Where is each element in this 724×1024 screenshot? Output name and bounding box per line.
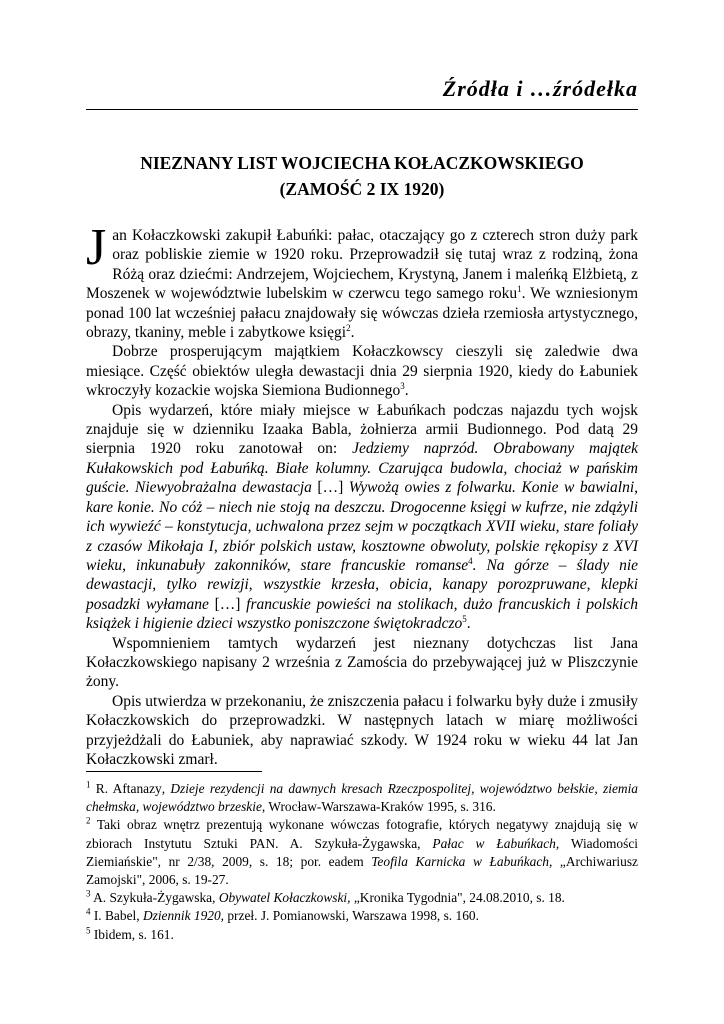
footnote-text: „Kronika Tygodnia", 24.08.2010, s. 18. [350,890,565,906]
footnote-ref-2[interactable]: 2 [346,322,351,333]
footnote-text: R. Aftanazy [90,781,162,796]
footnote-rule [86,771,262,772]
footnote-text: Ibidem, s. 161. [90,926,174,942]
article-body [86,219,639,769]
quote-part-d: francuskie powieści na stolikach, dużo francuskich i polskich książek i higienie dzieci wszystko poniszczone świętokradczo [86,595,638,633]
footnote-title: Pałac w Łabuńkach, [432,835,560,851]
footnote-title: Dziennik 1920, [142,908,225,924]
footnote-ref-3[interactable]: 3 [400,381,405,392]
ellipsis-b: […] [208,595,247,613]
p1-text-a: an Kołaczkowski zakupił Łabuńki: pałac, otaczający go z czterech stron duży park oraz pobliskie ziemie w 1920 roku. Przeprowadził się tutaj wraz z rodziną, żona Różą oraz dziećmi: Andrzejem, Wojciechem, Krystyną, Janem i maleńką Elżbietą, z Moszenek w województwie lubelskim w czerwcu tego samego roku [86,227,638,303]
running-head: Źródła i …źródełka [442,76,638,101]
paragraph-2 [86,342,638,400]
p2-text-b: . [404,382,409,400]
footnote-text: , [161,781,171,796]
footnote-title: Teofila Karnicka w Łabuńkach, [371,853,553,869]
footnote-5 [86,926,638,944]
header-rule [86,109,638,110]
drop-cap: J [86,219,107,276]
quote-part-c: . Na górze – ślady nie dewastacji, tylko rewizji, wszystkie krzesła, obicia, kanapy porozpruwane, klepki posadzki wyłamane [86,556,638,613]
footnote-number: 1 [86,779,91,790]
title-line-2: (ZAMOŚĆ 2 IX 1920) [279,179,445,199]
article-title [86,150,638,202]
quote-part-a: Jedziemy naprzód. Obrabowany majątek Kułakowskich pod Łabuńką. Białe kolumny. Czarująca budowla, chociaż w pańskim guście. Niewyobrażalna dewastacja [86,440,639,497]
ellipsis-a: […] [311,479,349,497]
paragraph-4: Wspomnieniem tamtych wydarzeń jest nieznany dotychczas list Jana Kołaczkowskiego napisany 2 września z Zamościa do przebywającej już w Pliszczynie żony. [86,634,638,691]
footnote-text: przeł. J. Pomianowski, Warszawa 1998, s. 160. [224,908,479,924]
paragraph-5: Opis utwierdza w przekonaniu, że zniszczenia pałacu i folwarku były duże i zmusiły Kołaczkowskich do przeprowadzki. W następnych latach w miarę możliwości przyjeżdżali do Łabuniek, aby naprawiać szkody. W 1924 roku w wieku 44 lat Jan Kołaczkowski zmarł. [86,692,638,768]
footnote-ref-5[interactable]: 5 [462,613,467,624]
footnote-1 [86,780,638,816]
footnote-3 [86,889,638,907]
footnote-text: , Wrocław-Warszawa-Kraków 1995, s. 316. [261,799,496,815]
p2-text-a: Dobrze prosperującym majątkiem Kołaczkowscy cieszyli się zaledwie dwa miesiące. Część obiektów uległa dewastacji dnia 29 sierpnia 1920, kiedy do Łabuniek wkroczyły kozackie wojska Siemiona Budionnego [86,343,638,400]
footnote-text: „Archiwariusz Zamojski", 2006, s. 19-27. [86,853,638,888]
paragraph-3 [86,401,638,634]
footnote-2 [86,816,638,889]
p1-text-c: . [350,324,355,342]
footnotes [86,780,638,944]
footnote-number: 5 [86,925,91,936]
p1-text-b: . We wzniesionym ponad 100 lat wcześniej pałacu znajdowały się wówczas dzieła rzemiosła artystycznego, obrazy, tkaniny, meble i zabytkowe księgi [86,285,638,342]
footnote-text: Wiadomości Ziemiańskie", nr 2/38, 2009, s. 18; por. eadem [86,835,639,869]
footnote-title: Dzieje rezydencji na dawnych kresach Rzeczpospolitej, województwo bełskie, ziemia chełmska, województwo brzeskie [86,781,638,815]
title-line-1: NIEZNANY LIST WOJCIECHA KOŁACZKOWSKIEGO [140,153,584,173]
p3-text-b: . [466,615,471,633]
footnote-text: I. Babel, [90,908,143,924]
footnote-number: 2 [86,815,91,826]
footnote-ref-4[interactable]: 4 [468,555,473,566]
p3-text-a: Opis wydarzeń, które miały miejsce w Łabuńkach podczas najazdu tych wojsk znajduje się w dzienniku Izaaka Babla, żołnierza armii Budionnego. Pod datą 29 sierpnia 1920 roku zanotował on: [86,401,638,458]
footnote-number: 3 [86,888,91,899]
footnote-number: 4 [86,906,91,917]
quote-part-b: Wywożą owies z folwarku. Konie w bawialni, kare konie. No cóż – niech nie stoją na deszczu. Drogocenne księgi w kufrze, nie zdążyli ich wywieźć – konstytucja, uchwalona przez sejm w początkach XVII wieku, stare foliały z czasów Mikołaja I, zbiór polskich ustaw, kosztowne obwoluty, polskie rękopisy z XVI wieku, inkunabuły zakonników, stare francuskie romanse [86,479,639,574]
paragraph-1 [86,219,638,342]
footnote-ref-1[interactable]: 1 [517,284,522,295]
footnote-4 [86,907,638,925]
footnote-title: Obywatel Kołaczkowski, [218,890,351,906]
footnote-text: Taki obraz wnętrz prezentują wykonane wówczas fotografie, których negatywy znajdują się w zbiorach Instytutu Sztuki PAN. A. Szykuła-Żygawska, [86,817,638,851]
footnote-text: A. Szykuła-Żygawska, [90,890,219,906]
